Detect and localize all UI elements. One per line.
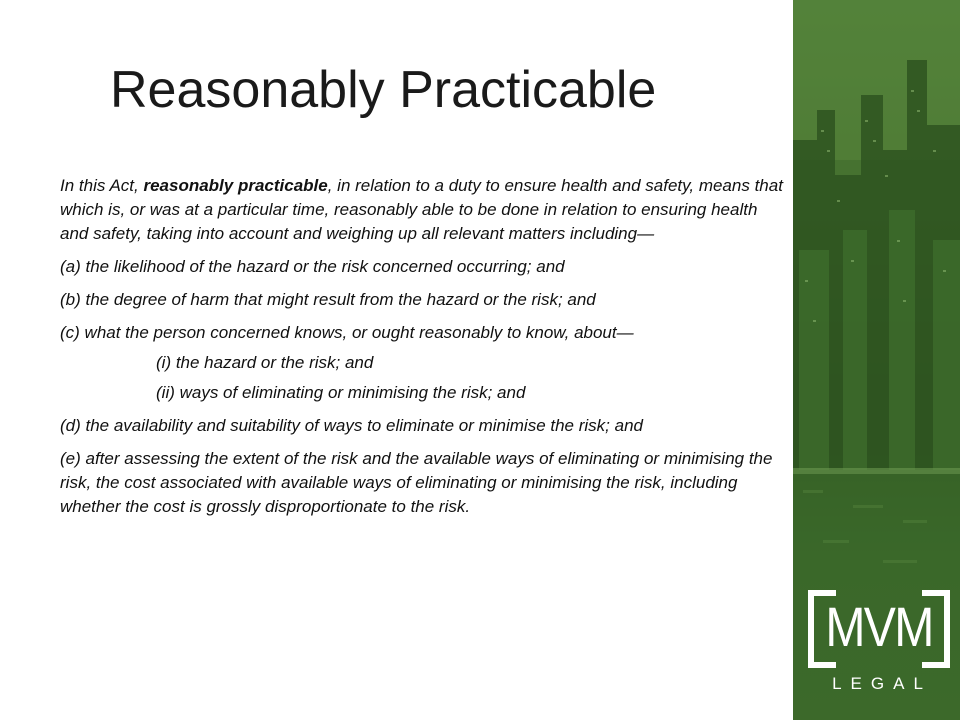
list-item-a: (a) the likelihood of the hazard or the risk concerned occurring; and: [60, 257, 565, 276]
intro-before: In this Act,: [60, 176, 144, 195]
intro-paragraph: [60, 174, 784, 246]
list-item-c-ii: (ii) ways of eliminating or minimising the risk; and: [156, 383, 526, 402]
slide-body: [60, 174, 784, 528]
mvm-legal-logo: [808, 590, 950, 702]
defined-term: reasonably practicable: [143, 176, 328, 195]
intro-after: , in relation to a duty to ensure health and safety, means that which is, or was at a particular time, reasonably able to be done in relation to ensuring health and safety, taking into account and weighing up all relevant matters including—: [60, 176, 783, 243]
list-item-d: (d) the availability and suitability of ways to eliminate or minimise the risk; and: [60, 416, 643, 435]
list-item-b: (b) the degree of harm that might result from the hazard or the risk; and: [60, 290, 596, 309]
list-item-e: (e) after assessing the extent of the risk and the available ways of eliminating or minimising the risk, the cost associated with available ways of eliminating or minimising the risk, including whether the cost is grossly disproportionate to the risk.: [60, 449, 773, 516]
slide-title: Reasonably Practicable: [110, 61, 657, 119]
list-item-c: (c) what the person concerned knows, or ought reasonably to know, about—: [60, 323, 634, 342]
logo-letters: MVM: [825, 595, 933, 658]
logo-subtext: LEGAL: [832, 674, 932, 693]
list-item-c-i: (i) the hazard or the risk; and: [156, 353, 374, 372]
